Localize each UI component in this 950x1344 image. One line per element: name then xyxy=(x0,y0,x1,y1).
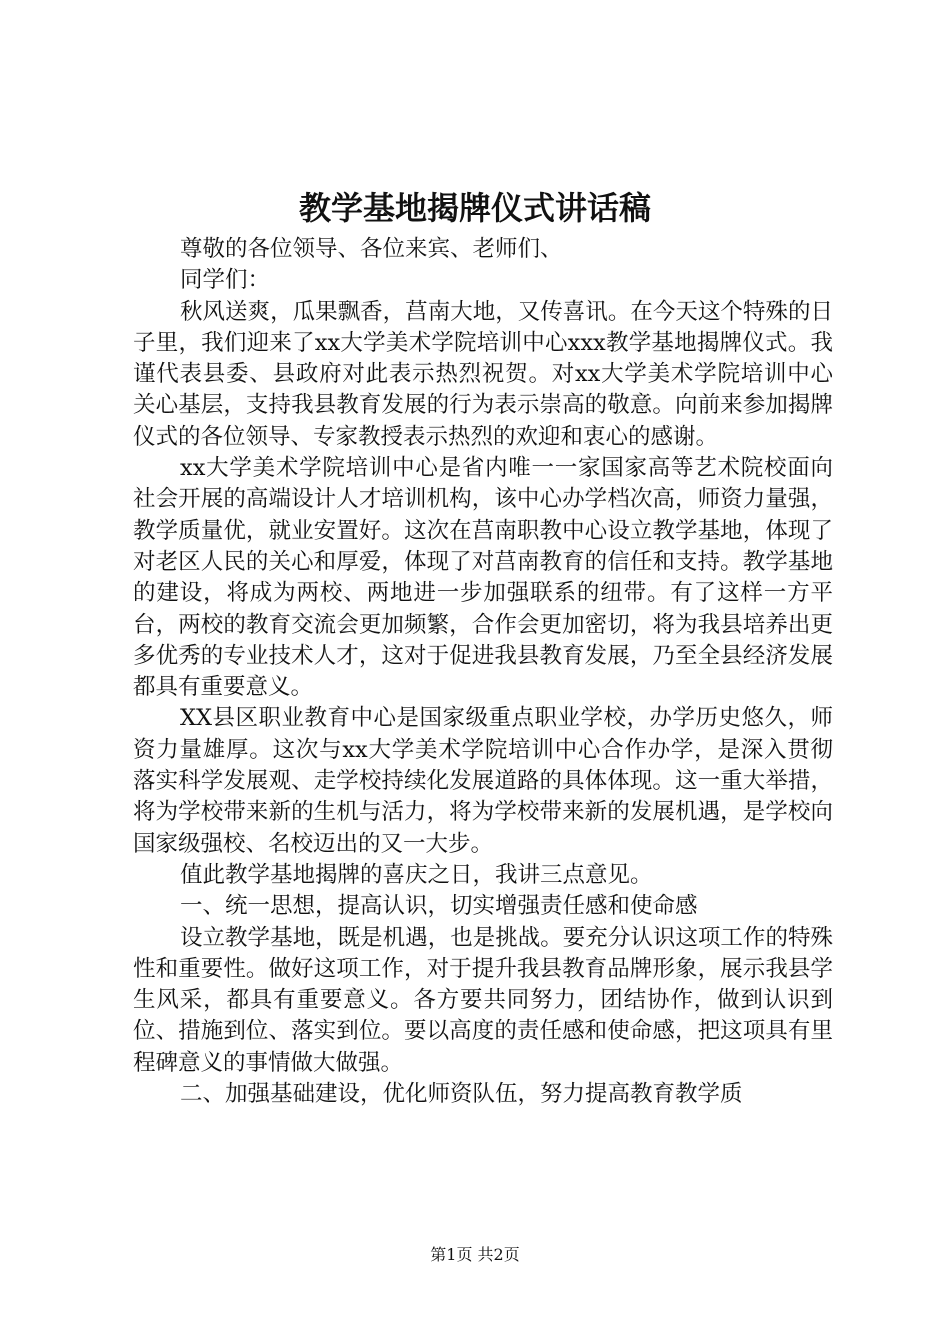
paragraph-opening: 秋风送爽，瓜果飘香，莒南大地，又传喜讯。在今天这个特殊的日子里，我们迎来了xx大学美术学院培训中心xxx教学基地揭牌仪式。我谨代表县委、县政府对此表示热烈祝贺。对xx大学美术学院培训中心关心基层，支持我县教育发展的行为表示崇高的敬意。向前来参加揭牌仪式的各位领导、专家教授表示热烈的欢迎和衷心的感谢。 xyxy=(133,298,833,450)
paragraph-vocational-center: XX县区职业教育中心是国家级重点职业学校，办学历史悠久，师资力量雄厚。这次与xx大学美术学院培训中心合作办学，是深入贯彻落实科学发展观、走学校持续化发展道路的具体体现。这一重大举措，将为学校带来新的生机与活力，将为学校带来新的发展机遇，是学校向国家级强校、名校迈出的又一大步。 xyxy=(133,705,833,857)
document-title: 教学基地揭牌仪式讲话稿 xyxy=(298,189,651,227)
section-heading-1: 一、统一思想，提高认识，切实增强责任感和使命感 xyxy=(180,893,698,920)
salutation-line-1: 尊敬的各位领导、各位来宾、老师们、 xyxy=(180,236,563,262)
paragraph-three-points: 值此教学基地揭牌的喜庆之日，我讲三点意见。 xyxy=(180,861,653,888)
page-number-footer: 第1页 共2页 xyxy=(430,1245,520,1264)
paragraph-training-center: xx大学美术学院培训中心是省内唯一一家国家高等艺术院校面向社会开展的高端设计人才培训机构，该中心办学档次高，师资力量强，教学质量优，就业安置好。这次在莒南职教中心设立教学基地，体现了对老区人民的关心和厚爱，体现了对莒南教育的信任和支持。教学基地的建设，将成为两校、两地进一步加强联系的纽带。有了这样一方平台，两校的教育交流会更加频繁，合作会更加密切，将为我县培养出更多优秀的专业技术人才，这对于促进我县教育发展，乃至全县经济发展都具有重要意义。 xyxy=(133,455,833,701)
section-heading-2: 二、加强基础建设，优化师资队伍，努力提高教育教学质 xyxy=(180,1081,743,1108)
paragraph-section-1: 设立教学基地，既是机遇，也是挑战。要充分认识这项工作的特殊性和重要性。做好这项工作，对于提升我县教育品牌形象，展示我县学生风采，都具有重要意义。各方要共同努力，团结协作，做到认识到位、措施到位、落实到位。要以高度的责任感和使命感，把这项具有里程碑意义的事情做大做强。 xyxy=(133,924,833,1076)
document-body xyxy=(133,234,833,1110)
salutation-line-2: 同学们： xyxy=(180,267,271,294)
